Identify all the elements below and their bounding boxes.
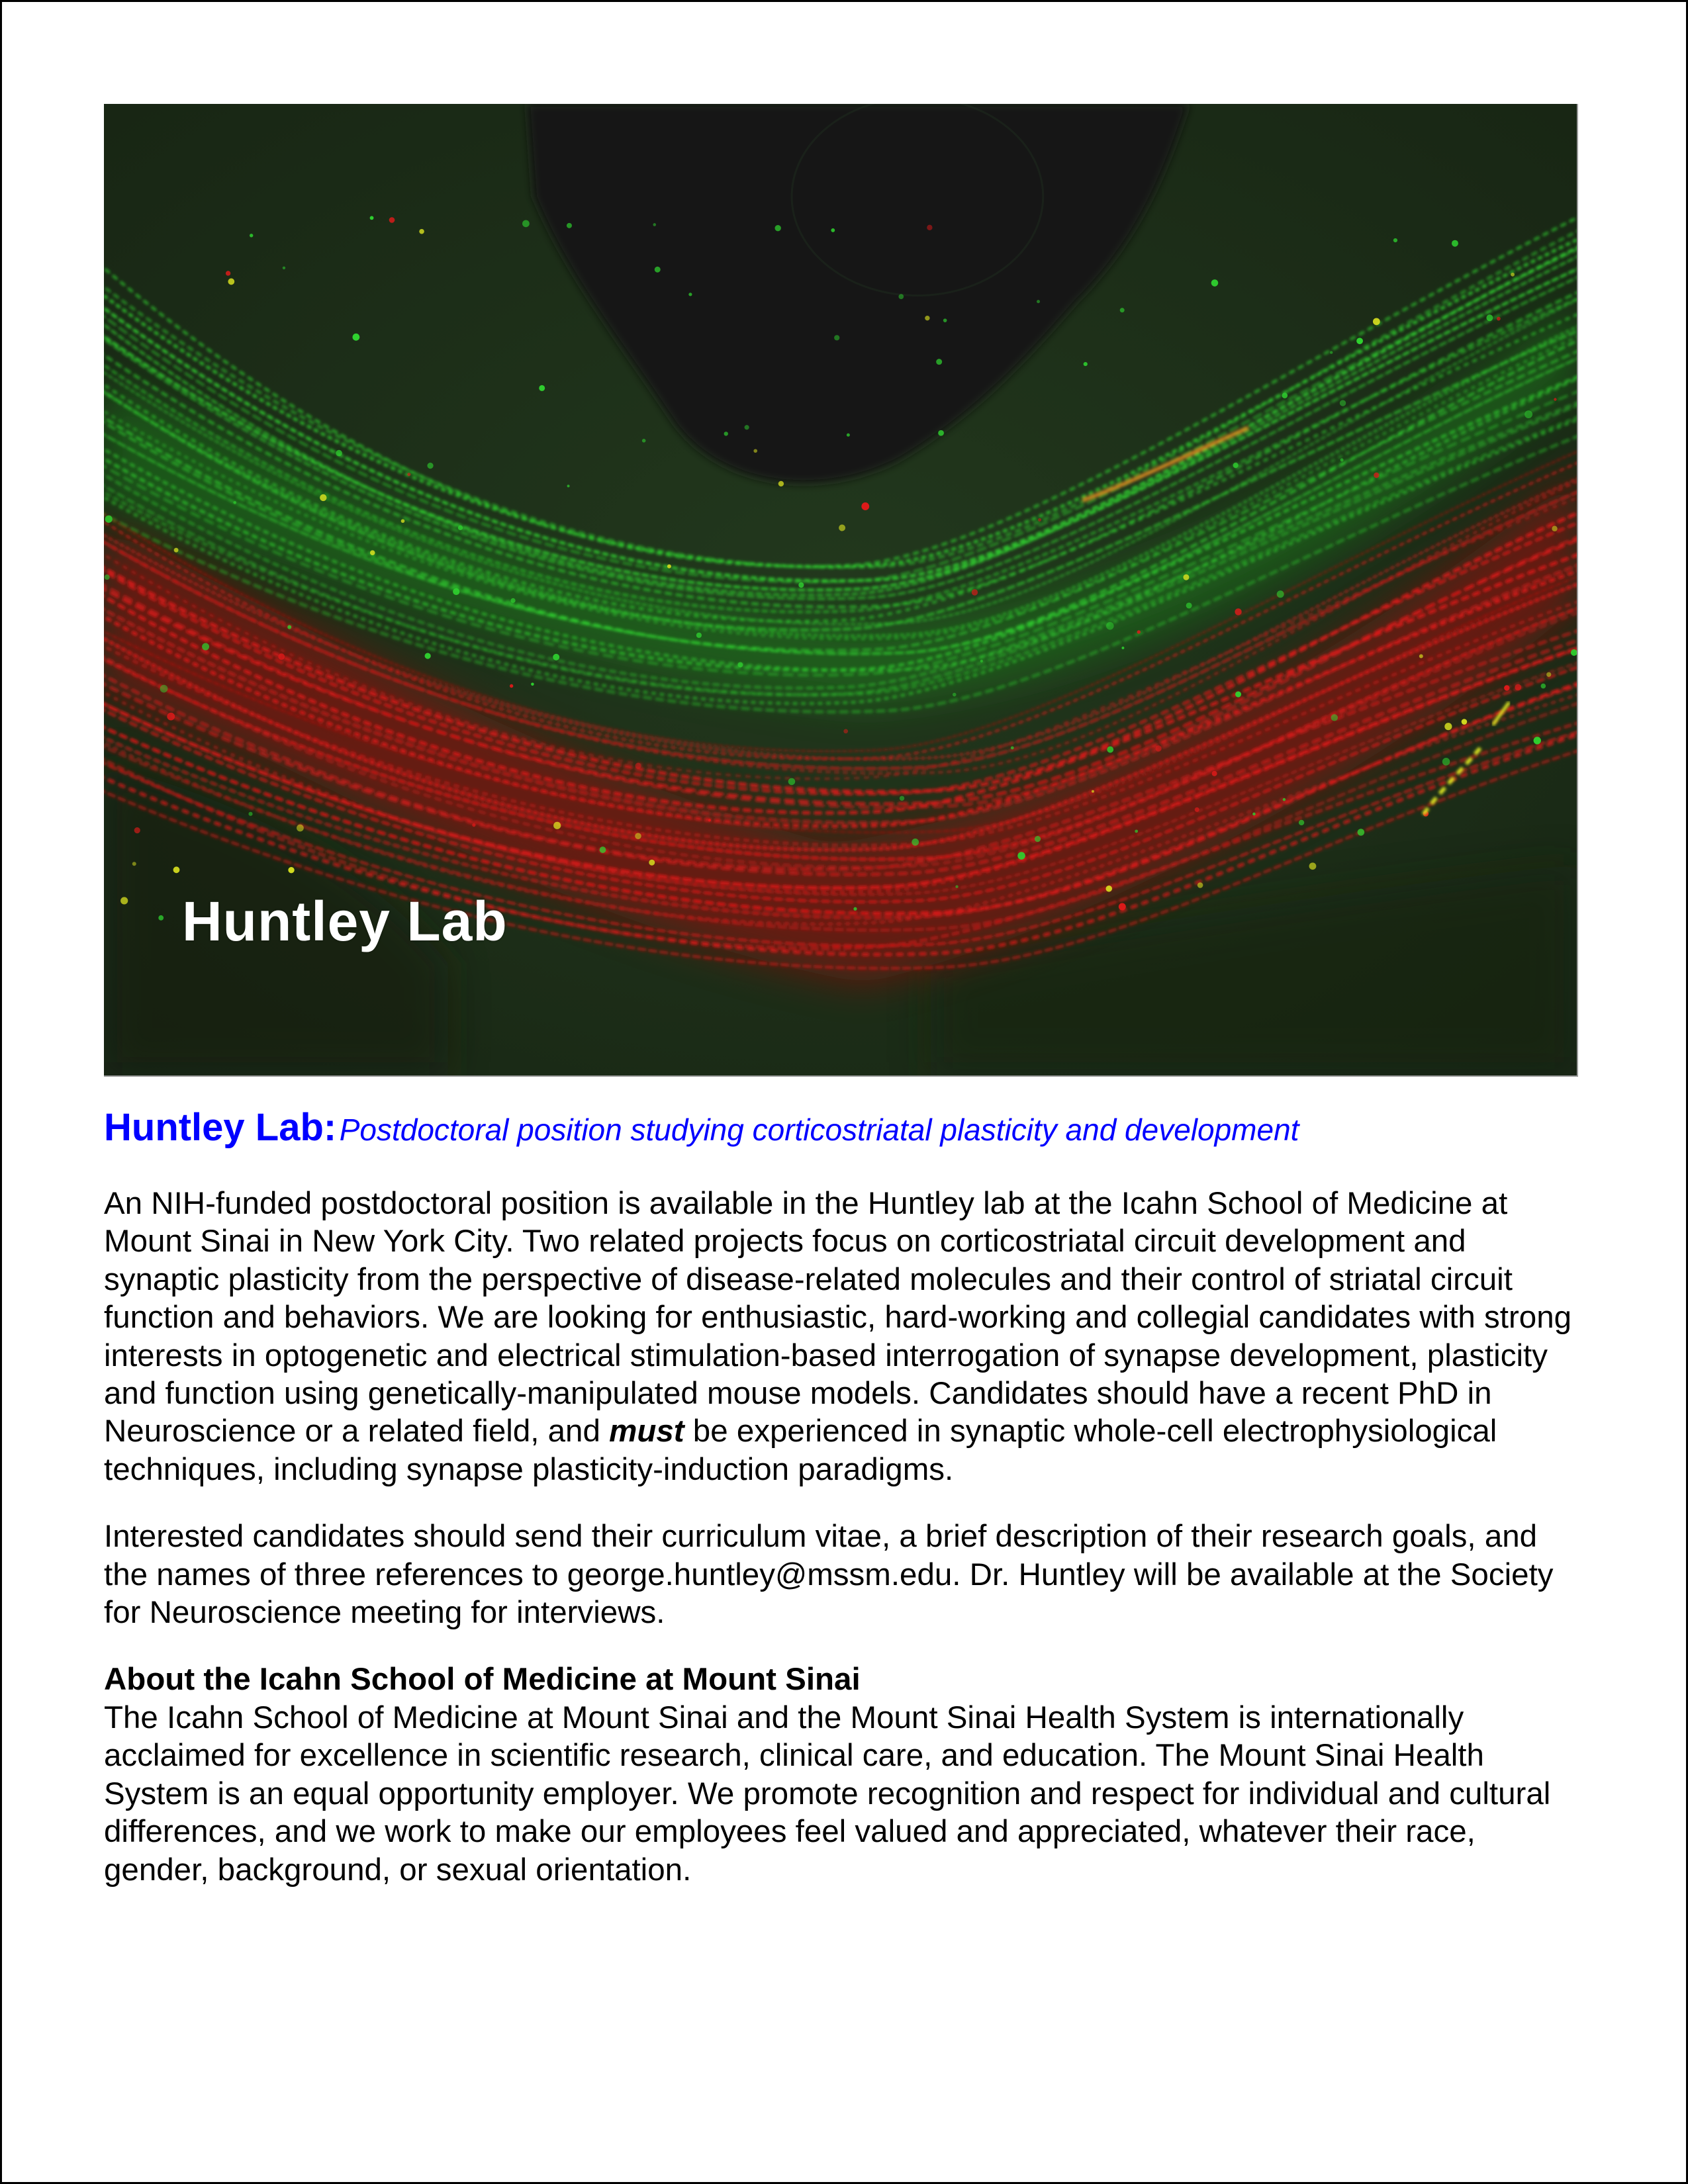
punctum [1035,836,1041,842]
instructions-text-continued: . Dr. Huntley will be available at the Society for Neuroscience meeting for interviews. [104,1557,1554,1631]
punctum [553,822,561,829]
punctum [370,216,374,220]
punctum [283,267,285,269]
punctum [1444,723,1452,730]
punctum [1552,526,1557,531]
punctum [1277,590,1284,598]
punctum [943,318,947,322]
punctum [955,885,958,887]
description-text: An NIH-funded postdoctoral position is available in the Huntley lab at the Icahn School of Medicine at Mount Sinai in New York City. Two related projects focus on corticostriatal circuit development and synaptic plasticity from the perspective of disease-related molecules and their control of striatal circuit function and behaviors. We are looking for enthusiastic, hard-working and collegial candidates with strong interests in optogenetic and electrical stimulation-based interrogation of synapse development, plasticity and function using genetically-manipulated mouse models. Candidates should have a recent PhD in Neuroscience or a related field, and [104,1186,1572,1449]
punctum [389,217,395,223]
punctum [1235,692,1241,698]
image-label: Huntley Lab [182,890,508,952]
punctum [980,660,983,662]
position-description [104,1185,1587,1488]
punctum [1356,338,1363,344]
punctum [1017,852,1025,860]
position-subtitle: Postdoctoral position studying corticostriatal plasticity and development [339,1113,1299,1147]
punctum [1135,830,1138,833]
punctum [1197,882,1203,888]
punctum [278,653,285,660]
punctum [120,897,128,904]
punctum [510,684,513,688]
punctum [927,225,932,230]
punctum [847,433,850,437]
punctum [160,685,168,693]
punctum [834,335,839,340]
punctum [287,625,291,629]
punctum [667,565,671,569]
punctum [226,271,230,275]
punctum [642,439,646,443]
punctum [1195,807,1199,812]
punctum [297,825,304,832]
punctum [158,915,164,921]
punctum [1374,473,1379,478]
instructions-text: Interested candidates should send their curriculum vitae, a brief description of their research goals, and the names of three references to [104,1519,1538,1592]
job-posting [104,1106,1587,1889]
punctum [510,598,515,603]
punctum [898,294,904,299]
punctum [453,588,459,595]
punctum [1107,747,1113,753]
punctum [427,463,433,469]
punctum [1330,351,1333,353]
punctum [788,778,796,786]
punctum [1340,458,1344,461]
punctum [1452,240,1458,247]
punctum [1212,771,1217,776]
punctum [1442,758,1450,766]
description-text-continued: be experienced in synaptic whole-cell electrophysiological techniques, including synapse plasticity-induction paradigms. [104,1414,1497,1487]
punctum [900,796,904,801]
punctum [1252,813,1256,816]
punctum [1524,410,1532,418]
punctum [688,293,692,296]
punctum [539,385,545,391]
punctum [861,502,869,510]
punctum [425,653,431,659]
punctum [745,425,749,430]
punctum [132,862,136,866]
punctum [1373,318,1380,325]
punctum [1011,747,1014,750]
punctum [1105,886,1112,892]
punctum [1497,317,1501,321]
punctum [522,220,530,227]
punctum [635,833,641,839]
punctum [401,519,405,523]
punctum [202,643,209,651]
punctum [778,481,784,486]
punctum [173,866,180,873]
punctum [655,267,661,273]
punctum [248,812,252,816]
punctum [250,234,253,237]
punctum [635,763,641,769]
punctum [553,654,559,660]
punctum [653,223,656,226]
about-heading: About the Icahn School of Medicine at Mount Sinai [104,1662,861,1698]
punctum [724,432,728,435]
punctum [972,589,978,595]
punctum [458,525,463,530]
punctum [320,494,326,501]
punctum [1119,903,1126,910]
punctum [1358,829,1365,836]
punctum [708,819,711,821]
punctum [953,693,957,697]
posting-title [104,1106,1587,1160]
punctum [737,662,743,667]
punctum [352,334,359,341]
punctum [1211,279,1219,287]
punctum [567,223,572,228]
punctum [1037,300,1040,303]
punctum [167,713,175,721]
punctum [233,501,236,504]
punctum [531,683,534,686]
punctum [1515,684,1521,691]
punctum [1283,798,1286,801]
emphasis-must: must [609,1414,684,1449]
punctum [839,525,845,531]
punctum [407,473,410,476]
punctum [1419,654,1423,658]
punctum [1084,362,1088,366]
punctum [1106,622,1114,630]
punctum [649,860,655,866]
punctum [1121,647,1124,649]
punctum [1038,518,1041,522]
punctum [1393,238,1397,242]
contact-email[interactable]: george.huntley@mssm.edu [567,1557,953,1592]
about-text: The Icahn School of Medicine at Mount Sinai and the Mount Sinai Health System is internationally acclaimed for excellence in scientific research, clinical care, and education. The Mount Sinai Health System is an equal opportunity employer. We promote recognition and respect for individual and cultural differences, and we work to make our employees feel valued and appreciated, whatever their race, gender, background, or sexual orientation. [104,1700,1551,1888]
punctum [1546,672,1551,677]
punctum [1092,790,1094,793]
punctum [1511,273,1515,277]
punctum [567,484,570,487]
punctum [288,867,294,873]
punctum [798,582,804,588]
punctum [1155,745,1161,751]
punctum [1233,463,1239,468]
punctum [1534,737,1541,744]
punctum [831,228,835,232]
punctum [105,516,113,523]
punctum [753,449,757,453]
punctum [1235,608,1241,615]
punctum [1340,400,1346,406]
punctum [419,229,424,234]
punctum [1486,314,1493,321]
punctum [936,359,942,365]
punctum [1331,714,1338,721]
punctum [925,316,929,320]
punctum [134,827,140,833]
punctum [174,548,179,553]
punctum [472,823,475,827]
punctum [938,430,944,436]
punctum [1504,685,1509,690]
punctum [774,225,780,231]
punctum [1120,308,1125,312]
application-instructions [104,1518,1587,1631]
punctum [228,279,234,285]
punctum [1186,602,1192,608]
punctum [912,839,919,846]
punctum [336,450,342,457]
microscopy-image [104,104,1578,1077]
punctum [1282,392,1288,398]
punctum [370,550,375,555]
punctum [1299,820,1304,825]
punctum [1137,630,1141,633]
punctum [1183,574,1189,580]
punctum [1554,398,1556,400]
punctum [105,574,110,580]
punctum [1541,684,1546,689]
punctum [843,729,848,734]
lab-name: Huntley Lab: [104,1106,337,1149]
punctum [1462,719,1468,725]
punctum [696,633,702,638]
punctum [853,907,857,911]
punctum [1309,862,1317,870]
punctum [600,846,606,853]
